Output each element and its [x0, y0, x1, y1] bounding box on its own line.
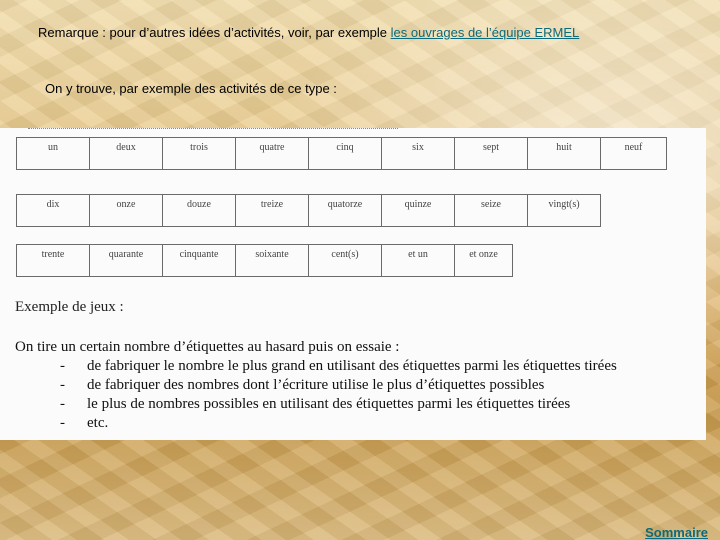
label-cell: dix — [17, 195, 90, 227]
bullet-dash: - — [60, 396, 65, 412]
label-cell: vingt(s) — [528, 195, 601, 227]
list-item — [60, 357, 617, 376]
bullet-dash: - — [60, 377, 65, 393]
label-cell: onze — [90, 195, 163, 227]
label-cell: douze — [163, 195, 236, 227]
bullet-dash: - — [60, 415, 65, 431]
bullet-dash: - — [60, 358, 65, 374]
label-cell: quatorze — [309, 195, 382, 227]
label-cell: treize — [236, 195, 309, 227]
number-labels-row-1 — [16, 137, 667, 170]
intro-subnote: On y trouve, par exemple des activités de ce type : — [45, 81, 337, 96]
scan-cropped-edge — [28, 128, 398, 132]
label-cell: cent(s) — [309, 245, 382, 277]
list-item — [60, 414, 617, 433]
label-cell: seize — [455, 195, 528, 227]
label-cell: trois — [163, 138, 236, 170]
label-cell: sept — [455, 138, 528, 170]
label-cell: soixante — [236, 245, 309, 277]
ermel-link[interactable]: les ouvrages de l’équipe ERMEL — [390, 25, 580, 40]
label-cell: et un — [382, 245, 455, 277]
scanned-activity-image — [0, 128, 706, 440]
label-cell: deux — [90, 138, 163, 170]
remark-note — [38, 25, 579, 40]
label-cell: et onze — [455, 245, 513, 277]
label-cell: quarante — [90, 245, 163, 277]
list-item-text: etc. — [87, 415, 109, 431]
games-list — [60, 357, 617, 433]
list-item-text: de fabriquer des nombres dont l’écriture utilise le plus d’étiquettes possibles — [87, 377, 545, 393]
label-cell: quinze — [382, 195, 455, 227]
list-item-text: de fabriquer le nombre le plus grand en utilisant des étiquettes parmi les étiquettes tirées — [87, 358, 617, 374]
list-item — [60, 395, 617, 414]
label-cell: trente — [17, 245, 90, 277]
label-cell: quatre — [236, 138, 309, 170]
label-cell: cinquante — [163, 245, 236, 277]
games-intro: On tire un certain nombre d’étiquettes au hasard puis on essaie : — [15, 339, 400, 355]
number-labels-row-2 — [16, 194, 601, 227]
label-cell: cinq — [309, 138, 382, 170]
list-item-text: le plus de nombres possibles en utilisant des étiquettes parmi les étiquettes tirées — [87, 396, 571, 412]
label-cell: huit — [528, 138, 601, 170]
remark-text: Remarque : pour d’autres idées d’activités, voir, par exemple — [38, 25, 391, 40]
sommaire-link[interactable]: Sommaire — [645, 525, 708, 540]
label-cell: six — [382, 138, 455, 170]
label-cell: neuf — [601, 138, 667, 170]
number-labels-row-3 — [16, 244, 513, 277]
label-cell: un — [17, 138, 90, 170]
list-item — [60, 376, 617, 395]
games-heading: Exemple de jeux : — [15, 299, 124, 315]
